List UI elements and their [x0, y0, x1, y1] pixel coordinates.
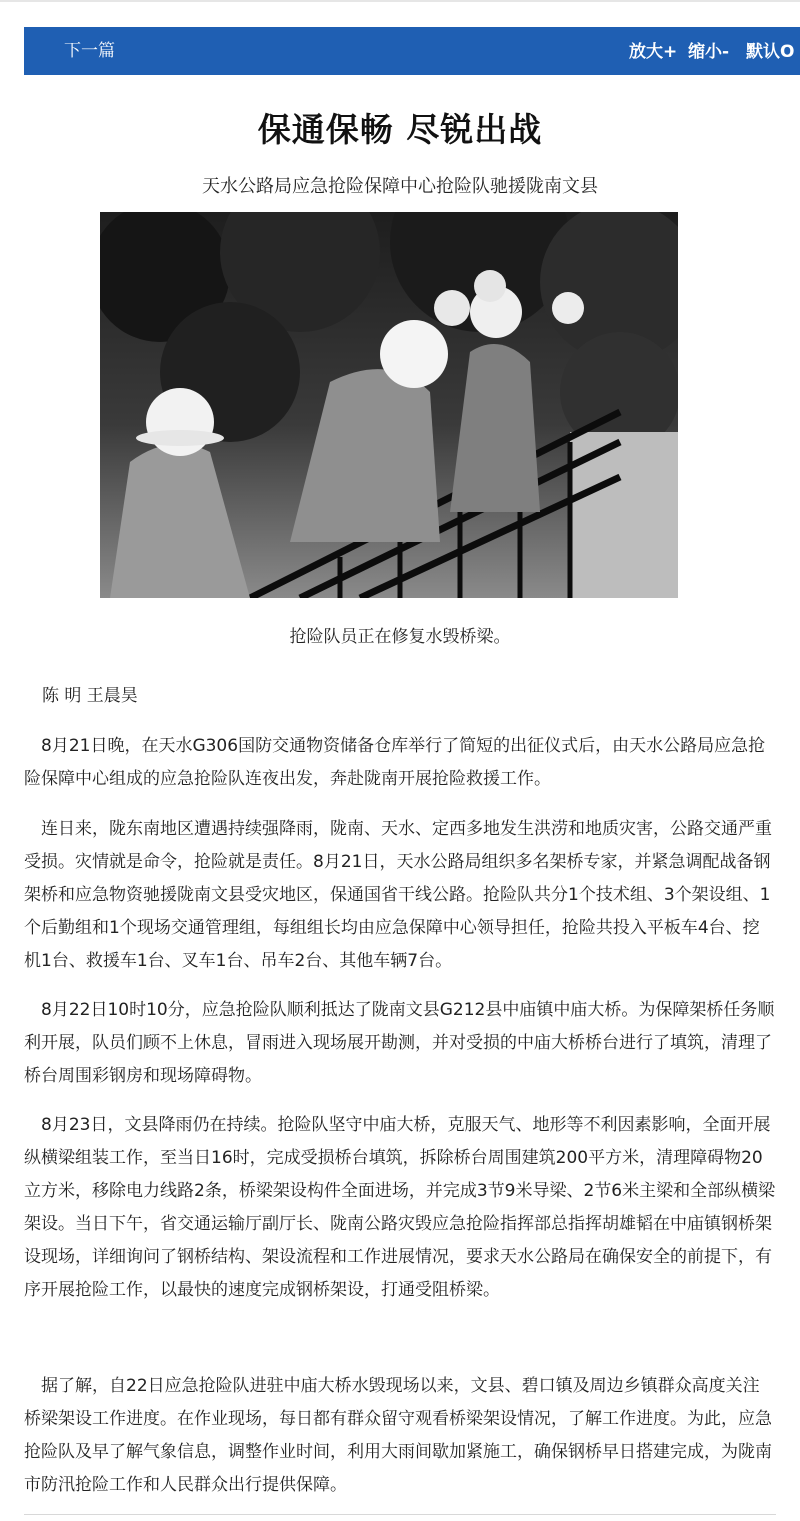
article-title: 保通保畅 尽锐出战 — [257, 110, 543, 149]
zoom-in-button[interactable]: 放大+ — [629, 42, 678, 62]
article-paragraph: 连日来，陇东南地区遭遇持续强降雨，陇南、天水、定西多地发生洪涝和地质灾害，公路交通严重受损。灾情就是命令，抢险就是责任。8月21日，天水公路局组织多名架桥专家，并紧急调配战备钢架桥和应急物资驰援陇南文县受灾地区，保通国省干线公路。抢险队共分1个技术组、3个架设组、1个后勤组和1个现场交通管理组，每组组长均由应急保障中心领导担任，抢险共投入平板车4台、挖机1台、救援车1台、叉车1台、吊车2台、其他车辆7台。 — [24, 819, 772, 971]
bottom-divider — [24, 1514, 776, 1515]
photo-caption: 抢险队员正在修复水毁桥梁。 — [289, 627, 511, 647]
zoom-out-button[interactable]: 缩小- — [688, 42, 730, 62]
article-paragraph: 据了解，自22日应急抢险队进驻中庙大桥水毁现场以来，文县、碧口镇及周边乡镇群众高度关注桥梁架设工作进度。在作业现场，每日都有群众留守观看桥梁架设情况，了解工作进度。为此，应急抢险队及早了解气象信息，调整作业时间，利用大雨间歇加紧施工，确保钢桥早日搭建完成，为陇南市防汛抢险工作和人民群众出行提供保障。 — [24, 1376, 772, 1495]
top-divider — [0, 0, 800, 2]
next-article-link[interactable]: 下一篇 — [64, 41, 115, 61]
article-photo — [100, 212, 678, 598]
article-paragraph: 8月21日晚，在天水G306国防交通物资储备仓库举行了简短的出征仪式后，由天水公路局应急抢险保障中心组成的应急抢险队连夜出发，奔赴陇南开展抢险救援工作。 — [24, 736, 766, 789]
bridge-repair-photo — [100, 212, 678, 598]
article-toolbar — [24, 27, 800, 75]
zoom-default-button[interactable]: 默认O — [746, 42, 795, 62]
author-byline: 陈 明 王晨昊 — [42, 686, 138, 706]
article-paragraph: 8月22日10时10分，应急抢险队顺利抵达了陇南文县G212县中庙镇中庙大桥。为保障架桥任务顺利开展，队员们顾不上休息，冒雨进入现场展开勘测，并对受损的中庙大桥桥台进行了填筑，清理了桥台周围彩钢房和现场障碍物。 — [24, 1000, 775, 1086]
article-paragraph: 8月23日，文县降雨仍在持续。抢险队坚守中庙大桥，克服天气、地形等不利因素影响，全面开展纵横梁组装工作，至当日16时，完成受损桥台填筑，拆除桥台周围建筑200平方米，清理障碍物20立方米，移除电力线路2条，桥梁架设构件全面进场，并完成3节9米导梁、2节6米主梁和全部纵横梁架设。当日下午，省交通运输厅副厅长、陇南公路灾毁应急抢险指挥部总指挥胡雄韬在中庙镇钢桥架设现场，详细询问了钢桥结构、架设流程和工作进展情况，要求天水公路局在确保安全的前提下，有序开展抢险工作，以最快的速度完成钢桥架设，打通受阻桥梁。 — [24, 1115, 776, 1300]
article-subtitle: 天水公路局应急抢险保障中心抢险队驰援陇南文县 — [202, 176, 598, 197]
